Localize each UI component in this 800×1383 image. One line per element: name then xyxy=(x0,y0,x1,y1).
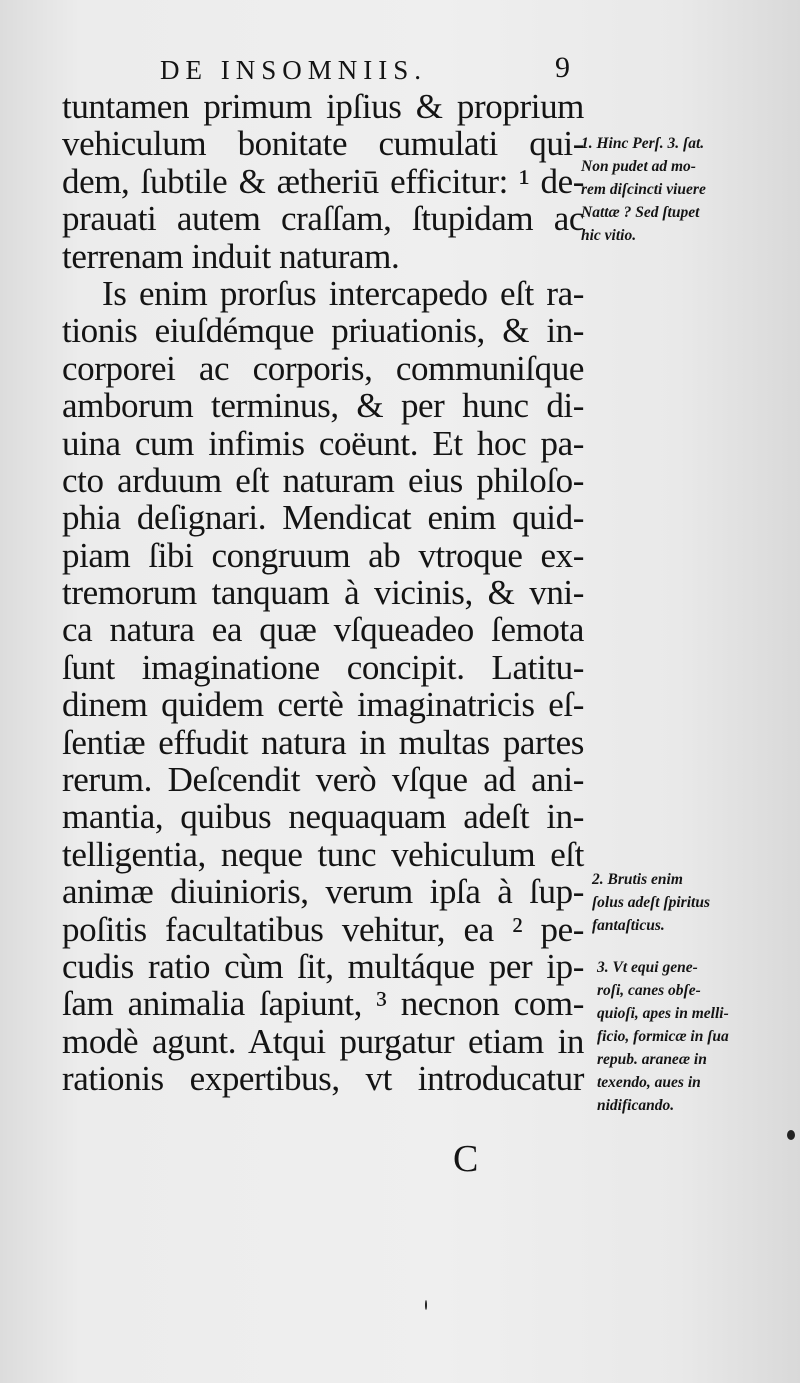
note-line: 1. Hinc Perſ. 3. ſat. xyxy=(581,135,705,152)
ink-speck xyxy=(787,1130,795,1140)
text-line: mantia, quibus nequaquam adeſt in- xyxy=(62,797,584,837)
text-line: terrenam induit naturam. xyxy=(62,236,400,276)
text-line: tionis eiuſdémque priuationis, & in- xyxy=(62,311,584,351)
note-line: repub. araneæ in xyxy=(597,1051,707,1068)
page-header xyxy=(160,50,580,90)
note-line: 3. Vt equi gene- xyxy=(597,959,698,976)
note-line: rem diſcincti viuere xyxy=(581,181,706,198)
text-line: poſitis facultatibus vehitur, ea ² pe- xyxy=(62,909,584,949)
signature-mark: C xyxy=(453,1138,479,1180)
note-line: roſi, canes obſe- xyxy=(597,982,701,999)
page-number: 9 xyxy=(555,51,570,84)
text-line: tuntamen primum ipſius & proprium xyxy=(62,87,584,126)
text-line: dem, ſubtile & ætheriū efficitur: ¹ de- xyxy=(62,161,584,201)
text-line: cudis ratio cùm ſit, multáque per ip- xyxy=(62,946,584,986)
note-line: quioſi, apes in melli- xyxy=(597,1005,729,1022)
note-line: 2. Brutis enim xyxy=(592,871,683,888)
show-through-text xyxy=(742,40,800,460)
ink-speck xyxy=(425,1300,427,1310)
note-line: hic vitio. xyxy=(581,227,637,244)
note-line: ficio, formicæ in ſua xyxy=(597,1028,729,1045)
text-line: cto arduum eſt naturam eius philoſo- xyxy=(62,460,584,500)
text-line: corporei ac corporis, communiſque xyxy=(62,348,584,388)
text-line: tremorum tanquam à vicinis, & vni- xyxy=(62,573,584,613)
text-line: rationis expertibus, vt introducatur xyxy=(62,1059,584,1099)
note-line: nidificando. xyxy=(597,1097,675,1114)
text-line: amborum terminus, & per hunc di- xyxy=(62,386,584,426)
marginal-note-3 xyxy=(597,956,797,1117)
note-line: Non pudet ad mo- xyxy=(581,158,696,175)
text-line: prauati autem craſſam, ſtupidam ac xyxy=(62,199,584,239)
text-line: rerum. Deſcendit verò vſque ad ani- xyxy=(62,760,584,800)
marginal-note-1 xyxy=(581,132,781,247)
text-line: modè agunt. Atqui purgatur etiam in xyxy=(62,1021,584,1061)
text-line: Is enim prorſus intercapedo eſt ra- xyxy=(102,273,584,313)
text-line: ſunt imaginatione concipit. Latitu- xyxy=(62,647,584,687)
text-line: dinem quidem certè imaginatricis eſ- xyxy=(62,685,584,725)
text-line: piam ſibi congruum ab vtroque ex- xyxy=(62,535,584,575)
note-line: texendo, aues in xyxy=(597,1074,701,1091)
text-line: ca natura ea quæ vſqueadeo ſemota xyxy=(62,610,584,650)
text-line: animæ diuinioris, verum ipſa à ſup- xyxy=(62,872,584,912)
note-line: Nattæ ? Sed ſtupet xyxy=(581,204,700,221)
marginal-note-2 xyxy=(592,868,792,937)
text-line: uina cum infimis coëunt. Et hoc pa- xyxy=(62,423,584,463)
text-line: phia deſignari. Mendicat enim quid- xyxy=(62,498,584,538)
running-title: DE INSOMNIIS. xyxy=(160,55,427,85)
text-line: vehiculum bonitate cumulati qui- xyxy=(62,124,584,164)
text-line: telligentia, neque tunc vehiculum eſt xyxy=(62,834,584,874)
main-text-block xyxy=(62,88,584,1098)
note-line: ſolus adeſt ſpiritus xyxy=(592,894,710,911)
text-line: ſam animalia ſapiunt, ³ necnon com- xyxy=(62,984,584,1024)
text-line: ſentiæ effudit natura in multas partes xyxy=(62,722,584,762)
note-line: fantaſticus. xyxy=(592,917,665,934)
